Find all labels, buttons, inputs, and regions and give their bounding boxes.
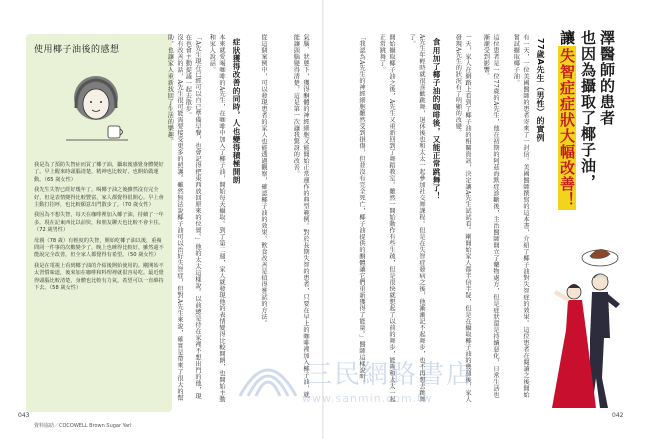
- body-column: 開始攝取椰子油之後，A先生又重新回到了舞蹈教室。雖然一開始動作有些生疏，但是很快就想起了以前的舞步，能夠和太太一起正常跳舞了。: [378, 34, 395, 403]
- body-column: 沒有改善的話，A先生很可能需要接受更多的照護。雖然無法說椰子油可以治好失智症，但對A先生來說，確實是帶來了很大的幫助，也讓家人重新找回了生活的樂趣。: [166, 34, 183, 402]
- testimonial-item: 母親（78 歲）有輕度的失智，開始吃椰子油以後，重複問同一件事的次數變少了，晚上也睡得比較好。雖然還不能說完全改善，但全家人都覺得有希望。（50 歲女性）: [34, 237, 164, 259]
- chapter-title-line-1: 澤醫師的患者: [598, 30, 616, 126]
- dish-illustration: [580, 236, 620, 272]
- body-column: 一天，家人在網路上看到了椰子油的相關資訊，決定讓A先生試試看。剛開始家人都半信半疑，但是在攝取椰子油的幾週後，家人發現A先生的狀況有了明顯的改變。: [454, 34, 471, 403]
- body-column: A先生年輕時就很喜歡跳舞，退休後也和太太一起參加社交舞課程。但是在失智症發病之後，他漸漸記不起舞步，也不再想去跳舞了。: [408, 34, 425, 403]
- body-column: 「我認為A先生的神經細胞雖然受到損傷，但並沒有完全死亡，椰子油提供的酮體讓它們重新獲得了能量。」醫師這樣說明。: [358, 34, 365, 387]
- dancing-couple-illustration: [548, 268, 628, 418]
- testimonial-item: 我因為不想失智，每天在咖啡裡加入椰子油，持續了一年多。現在記東西比以前快，和朋友聊天也比較不會卡住。（72 歲男性）: [34, 212, 164, 234]
- section-heading: 症狀獲得改善的同時，人也變得積極開朗: [232, 38, 241, 184]
- page-number-right: 042: [612, 412, 624, 419]
- body-column: 氣腦、狀態下，獲得酮體的神經細胞又能開始正常運作的典型範例。對於長期失智的患者，只要在早上的咖啡裡加入椰子油，就能讓頭腦變得清楚，這是第一次讓我驚訝的改善。: [292, 34, 309, 398]
- body-column: 有一天，一位美國醫師的患者寄來了一封信。美國醫師撰寫的這本書，介紹了椰子油對失智症的效果。這位患者在閱讀之後開始嘗試攝取椰子油。: [512, 34, 529, 398]
- testimonial-item: 我先生失智已經好幾年了，喝椰子油之後雖然沒有完全好，但是表情變得比較豐富，家人都覺得很開心。早上會主動打招呼，也比較願意出門散步了。（70 歲女性）: [34, 187, 164, 209]
- body-column: 這位患者是一位77歲的A先生，他在初期的阿茲海默症診斷後，主治醫師開立了藥物處方，但是症狀還是持續惡化，日常生活也漸漸受到影響。: [482, 34, 499, 399]
- testimonial-item: 我是在電視上看到椰子油的介紹後開始使用的。剛開始不太習慣味道，後來加在咖啡和料理裡就很容易吃。最近覺得頭腦比較清楚，身體也比較有力氣。希望可以一直維持下去。（58 歲女性）: [34, 262, 164, 292]
- chapter-title-line-3: [557, 30, 578, 210]
- chapter-title-line-2: 也因為攝取了椰子油，: [579, 30, 597, 190]
- watermark-logo-icon: [236, 346, 300, 400]
- woman-drinking-illustration: [56, 68, 136, 148]
- page-number-left: 043: [18, 412, 30, 419]
- body-column: 從這個案例中，可以發現患者的家人也能透過觀察，確認椰子油的效果。飲食改善是值得嘗試的方法。: [260, 34, 267, 327]
- chapter-title-highlight: 失智症症狀大幅改善！: [558, 48, 576, 208]
- sidebar-credit: 資料協助／COCOWELL Brown Sugar Yarl: [34, 423, 132, 429]
- sidebar-title: 使用椰子油後的感想: [34, 45, 120, 55]
- testimonial-item: 我是為了預防失智症而買了椰子油，攝取後感覺身體變好了。早上醒來時頭腦清楚，精神也比較好，也開始做運動。（65 歲女性）: [34, 162, 164, 183]
- sidebar-body: [34, 162, 164, 296]
- chapter-title-prefix: 讓: [558, 30, 576, 46]
- watermark-text: 三民網路書店: [306, 360, 475, 390]
- watermark-url: www.sanmin.com.tw: [302, 392, 433, 405]
- testimonial-sidebar: [26, 34, 172, 429]
- section-heading: 食用加了椰子油的咖啡後，又能正常跳舞了！: [432, 38, 441, 200]
- body-column: 本來就愛喝咖啡的A先生，在咖啡中加入了椰子油，開始每天攝取。到了第二週，家人就發現他的表情變得比較開朗，也開始主動和家人說話。: [208, 34, 225, 403]
- case-subheading: 77歲A先生（男性）的實例: [536, 38, 545, 142]
- body-column: 「A先生現在已經可以自己準備早餐，也會記得把東西放回原來的位置。」他的太太這樣說。以前總是待在家裡不想出門的他，現在也會主動提議一起去散步。: [184, 34, 201, 400]
